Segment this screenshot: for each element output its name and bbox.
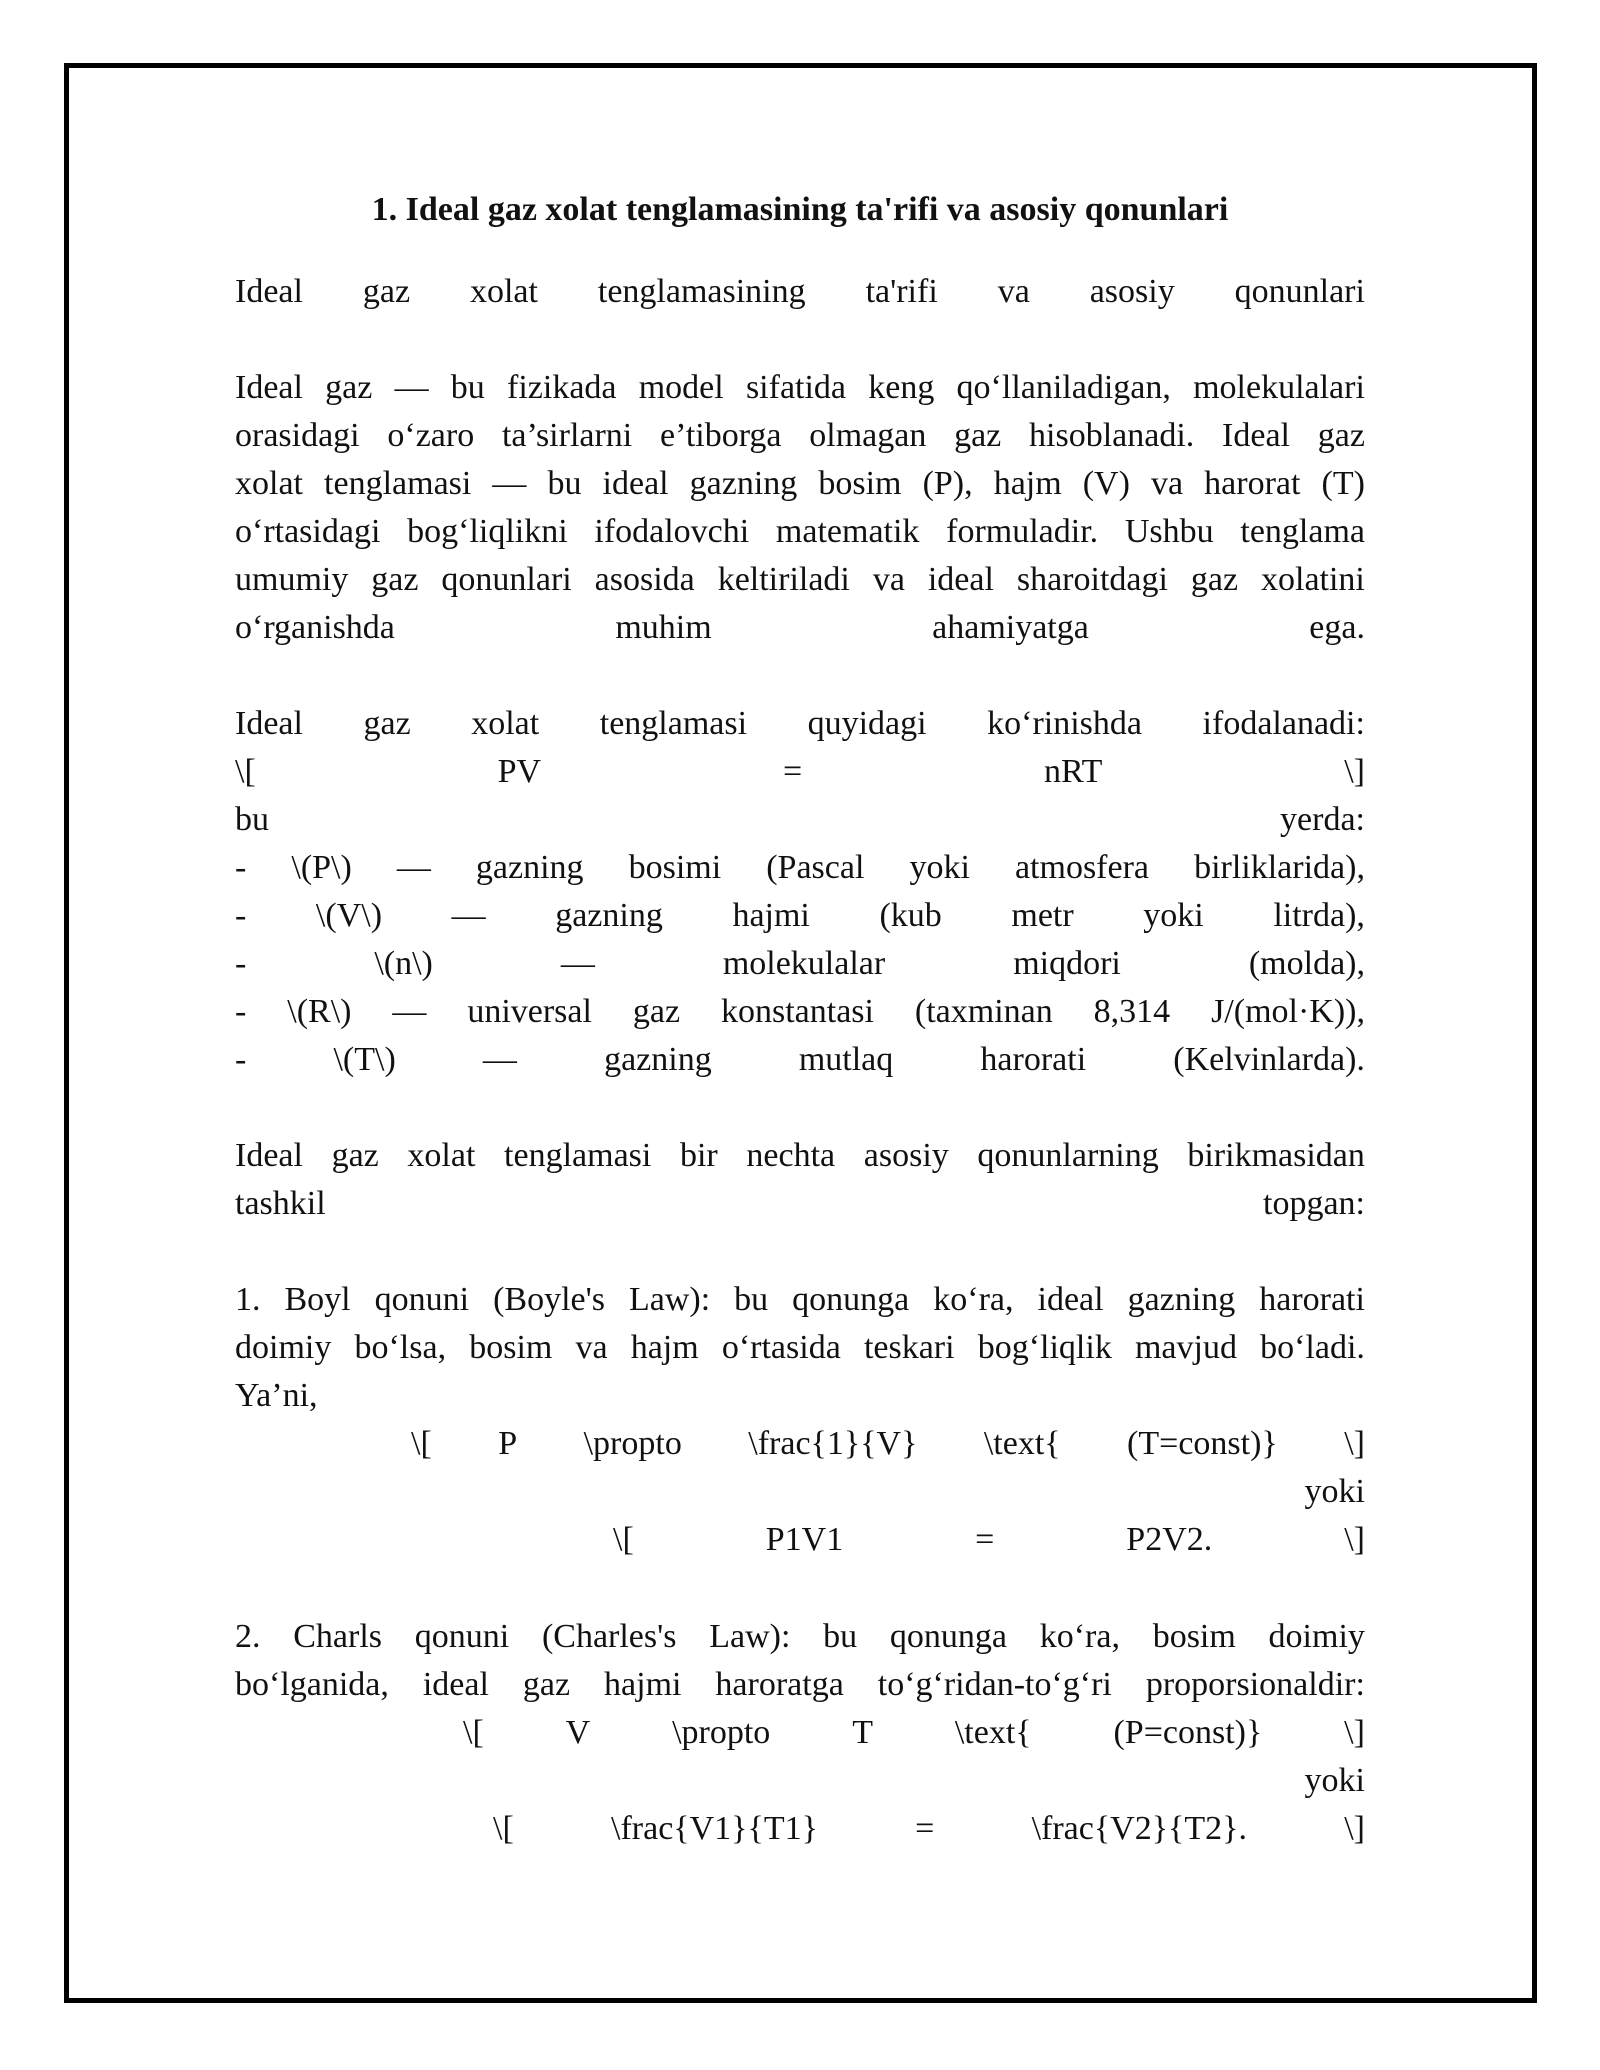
word: Ideal: [235, 1137, 303, 1174]
word: \frac{V2}{T2}.: [1031, 1810, 1247, 1847]
word: teskari: [863, 1329, 955, 1366]
word: -: [235, 945, 247, 982]
text-line: [235, 988, 1365, 1036]
text-line: [235, 364, 1365, 412]
word: qo‘llaniladigan,: [956, 369, 1171, 406]
word: ifodalanadi:: [1202, 705, 1365, 742]
word: ahamiyatga: [932, 609, 1089, 646]
word: gaz: [331, 1137, 379, 1174]
text-line: [235, 892, 1365, 940]
text-line: [235, 1036, 1365, 1084]
word: 1.: [235, 1281, 261, 1318]
word: =: [975, 1521, 995, 1558]
word: mutlaq: [798, 1041, 894, 1078]
text-line: [235, 1613, 1365, 1661]
word: quyidagi: [807, 705, 927, 742]
word: gaz: [522, 1666, 571, 1703]
word: gazning: [475, 849, 584, 886]
word: hisoblanadi.: [1029, 417, 1195, 454]
word: \frac{1}{V}: [748, 1425, 918, 1462]
word: molekulalari: [1193, 369, 1365, 406]
word: ko‘rinishda: [987, 705, 1142, 742]
word: xolat: [471, 705, 540, 742]
word: \[: [493, 1810, 514, 1847]
word: hajm: [630, 1329, 699, 1366]
word: va: [872, 561, 905, 598]
word: muhim: [615, 609, 712, 646]
word: xolat: [407, 1137, 476, 1174]
word: konstantasi: [720, 993, 874, 1030]
word: ideal: [927, 561, 994, 598]
word: tenglama: [1240, 513, 1365, 550]
word: xolat: [235, 465, 303, 502]
text-line: [235, 1468, 1365, 1516]
word: universal: [467, 993, 592, 1030]
word: asosiy: [863, 1137, 949, 1174]
word: \frac{V1}{T1}: [611, 1810, 818, 1847]
word: =: [782, 753, 803, 790]
word: \text{: [983, 1425, 1061, 1462]
word: to‘g‘ridan-to‘g‘ri: [877, 1666, 1112, 1703]
text-line: [235, 844, 1365, 892]
word: P2V2.: [1126, 1521, 1213, 1558]
word: qonuni: [374, 1281, 470, 1318]
word: T: [852, 1714, 873, 1751]
word: o‘zaro: [387, 417, 475, 454]
word: \[: [235, 753, 256, 790]
word: Ushbu: [1124, 513, 1214, 550]
word: asosiy: [1089, 273, 1175, 310]
word: mavjud: [1134, 1329, 1237, 1366]
word: o‘rganishda: [235, 609, 395, 646]
word: metr: [1011, 897, 1074, 934]
word: -: [235, 993, 247, 1030]
word: molekulalar: [722, 945, 886, 982]
word: qonunlari: [1234, 273, 1365, 310]
text-line: [235, 1276, 1365, 1324]
word: tenglamasi: [599, 705, 748, 742]
word: —: [451, 897, 486, 934]
word: fizikada: [507, 369, 617, 406]
word: \[: [411, 1425, 432, 1462]
word: tashkil: [235, 1185, 326, 1222]
word: gaz: [363, 705, 411, 742]
text-line: [235, 748, 1365, 796]
word: gaz: [632, 993, 681, 1030]
text-line: [235, 796, 1365, 844]
word: topgan:: [1263, 1185, 1365, 1222]
word: Law):: [628, 1281, 711, 1318]
word: bosim: [469, 1329, 553, 1366]
word: (V): [1082, 465, 1130, 502]
text-line: [235, 1324, 1365, 1372]
word: (Kelvinlarda).: [1173, 1041, 1365, 1078]
word: (T=const)}: [1127, 1425, 1278, 1462]
word: \(n\): [374, 945, 433, 982]
word: o‘rtasidagi: [235, 513, 381, 550]
text-line: [235, 460, 1365, 508]
word: ideal: [1037, 1281, 1104, 1318]
word: 2.: [235, 1618, 261, 1655]
word: \]: [1344, 753, 1365, 790]
word: gaz: [1190, 561, 1239, 598]
word: keltiriladi: [717, 561, 850, 598]
word: —: [396, 849, 431, 886]
word: V: [565, 1714, 591, 1751]
word: \]: [1344, 1810, 1365, 1847]
word: proporsionaldir:: [1145, 1666, 1365, 1703]
word: sharoitdagi: [1016, 561, 1168, 598]
word: gaz: [362, 273, 411, 310]
word: P1V1: [765, 1521, 844, 1558]
word: 8,314: [1093, 993, 1171, 1030]
word: gaz: [954, 417, 1002, 454]
word: gazning: [604, 1041, 712, 1078]
word: \]: [1344, 1521, 1365, 1558]
word: harorati: [1259, 1281, 1365, 1318]
text-line: [235, 1757, 1365, 1805]
word: qonunga: [889, 1618, 1007, 1655]
word: yoki: [1304, 1762, 1365, 1799]
word: bog‘liqlikni: [407, 513, 568, 550]
word: litrda),: [1273, 897, 1365, 934]
text-line: [235, 1372, 1365, 1420]
word: ko‘ra,: [1039, 1618, 1120, 1655]
word: doimiy: [1268, 1618, 1365, 1655]
word: atmosfera: [1014, 849, 1150, 886]
text-line: [235, 604, 1365, 652]
word: ta'rifi: [865, 273, 938, 310]
word: \propto: [583, 1425, 682, 1462]
word: tenglamasining: [597, 273, 806, 310]
word: haroratga: [715, 1666, 844, 1703]
word: keng: [868, 369, 935, 406]
text-line: [235, 940, 1365, 988]
word: \propto: [672, 1714, 771, 1751]
word: hajmi: [604, 1666, 682, 1703]
word: bo‘ladi.: [1260, 1329, 1365, 1366]
word: gazning: [689, 465, 798, 502]
word: ko‘ra,: [933, 1281, 1014, 1318]
word: —: [492, 465, 527, 502]
word: (Pascal: [766, 849, 865, 886]
word: (taxminan: [914, 993, 1053, 1030]
word: \text{: [954, 1714, 1032, 1751]
word: formuladir.: [946, 513, 1099, 550]
text-line: [235, 412, 1365, 460]
word: (kub: [879, 897, 942, 934]
word: Charls: [293, 1618, 383, 1655]
word: gazning: [1127, 1281, 1236, 1318]
word: bog‘liqlik: [977, 1329, 1112, 1366]
word: doimiy: [235, 1329, 332, 1366]
word: PV: [497, 753, 542, 790]
word: Ideal: [235, 273, 303, 310]
word: Ideal: [235, 705, 303, 742]
word: (Boyle's: [493, 1281, 605, 1318]
word: hajm: [993, 465, 1062, 502]
text-line: [235, 1661, 1365, 1709]
word: harorati: [980, 1041, 1087, 1078]
word: \(P\): [291, 849, 352, 886]
word: gaz: [325, 369, 373, 406]
word: miqdori: [1013, 945, 1121, 982]
text-line: [613, 1516, 1365, 1564]
word: —: [560, 945, 595, 982]
word: Ideal: [235, 369, 303, 406]
word: \]: [1344, 1425, 1365, 1462]
word: bu: [734, 1281, 769, 1318]
word: ifodalovchi: [594, 513, 750, 550]
word: —: [482, 1041, 517, 1078]
word: \[: [463, 1714, 484, 1751]
word: nRT: [1043, 753, 1103, 790]
word: bo‘lsa,: [354, 1329, 447, 1366]
text-line: [235, 1180, 1365, 1228]
word: birikmasidan: [1187, 1137, 1365, 1174]
word: \[: [613, 1521, 634, 1558]
word: —: [392, 993, 427, 1030]
word: qonunlarning: [977, 1137, 1159, 1174]
document-title: 1. Ideal gaz xolat tenglamasining ta'rifi va asosiy qonunlari: [371, 191, 1229, 228]
word: Ya’ni,: [235, 1377, 318, 1414]
word: bosim: [818, 465, 902, 502]
word: sifatida: [745, 369, 847, 406]
word: bu: [235, 801, 269, 838]
word: qonunga: [792, 1281, 910, 1318]
word: ideal: [602, 465, 669, 502]
word: bu: [823, 1618, 858, 1655]
word: hajmi: [732, 897, 810, 934]
word: va: [575, 1329, 608, 1366]
word: nechta: [746, 1137, 836, 1174]
text-line: [463, 1709, 1365, 1757]
text-line: [235, 508, 1365, 556]
word: (Charles's: [541, 1618, 677, 1655]
word: matematik: [775, 513, 920, 550]
word: yoki: [1143, 897, 1204, 934]
word: e’tiborga: [660, 417, 782, 454]
word: ta’sirlarni: [501, 417, 633, 454]
word: va: [1151, 465, 1184, 502]
word: umumiy: [235, 561, 349, 598]
text-line: [235, 1132, 1365, 1180]
word: orasidagi: [235, 417, 360, 454]
word: -: [235, 849, 247, 886]
word: Law):: [709, 1618, 791, 1655]
word: Boyl: [284, 1281, 351, 1318]
word: gaz: [1317, 417, 1365, 454]
word: birliklarida),: [1194, 849, 1365, 886]
word: J/(mol·K)),: [1211, 993, 1365, 1030]
word: =: [915, 1810, 935, 1847]
word: yerda:: [1280, 801, 1365, 838]
word: model: [638, 369, 724, 406]
word: bo‘lganida,: [235, 1666, 389, 1703]
word: gaz: [371, 561, 419, 598]
text-line: [235, 556, 1365, 604]
text-line: [235, 268, 1365, 316]
word: olmagan: [809, 417, 927, 454]
word: (P),: [922, 465, 973, 502]
word: bu: [547, 465, 582, 502]
word: \(T\): [333, 1041, 396, 1078]
word: gazning: [555, 897, 663, 934]
word: xolatini: [1261, 561, 1365, 598]
word: asosida: [594, 561, 695, 598]
word: yoki: [1304, 1473, 1365, 1510]
word: tenglamasi: [504, 1137, 652, 1174]
word: -: [235, 1041, 247, 1078]
word: ega.: [1309, 609, 1365, 646]
word: Ideal: [1222, 417, 1290, 454]
word: -: [235, 897, 247, 934]
word: (P=const)}: [1113, 1714, 1263, 1751]
text-line: [235, 700, 1365, 748]
word: P: [498, 1425, 518, 1462]
word: \(R\): [287, 993, 352, 1030]
word: bosimi: [628, 849, 722, 886]
word: qonuni: [414, 1618, 510, 1655]
word: (molda),: [1248, 945, 1365, 982]
word: xolat: [469, 273, 538, 310]
word: va: [997, 273, 1030, 310]
word: qonunlari: [441, 561, 572, 598]
text-line: [493, 1805, 1365, 1853]
text-line: [411, 1420, 1365, 1468]
word: bir: [679, 1137, 718, 1174]
word: \]: [1344, 1714, 1365, 1751]
word: o‘rtasida: [721, 1329, 841, 1366]
word: —: [394, 369, 429, 406]
word: \(V\): [315, 897, 383, 934]
word: ideal: [422, 1666, 489, 1703]
word: tenglamasi: [324, 465, 472, 502]
word: bosim: [1152, 1618, 1236, 1655]
word: harorat: [1204, 465, 1301, 502]
word: (T): [1321, 465, 1365, 502]
word: bu: [450, 369, 485, 406]
word: yoki: [909, 849, 970, 886]
